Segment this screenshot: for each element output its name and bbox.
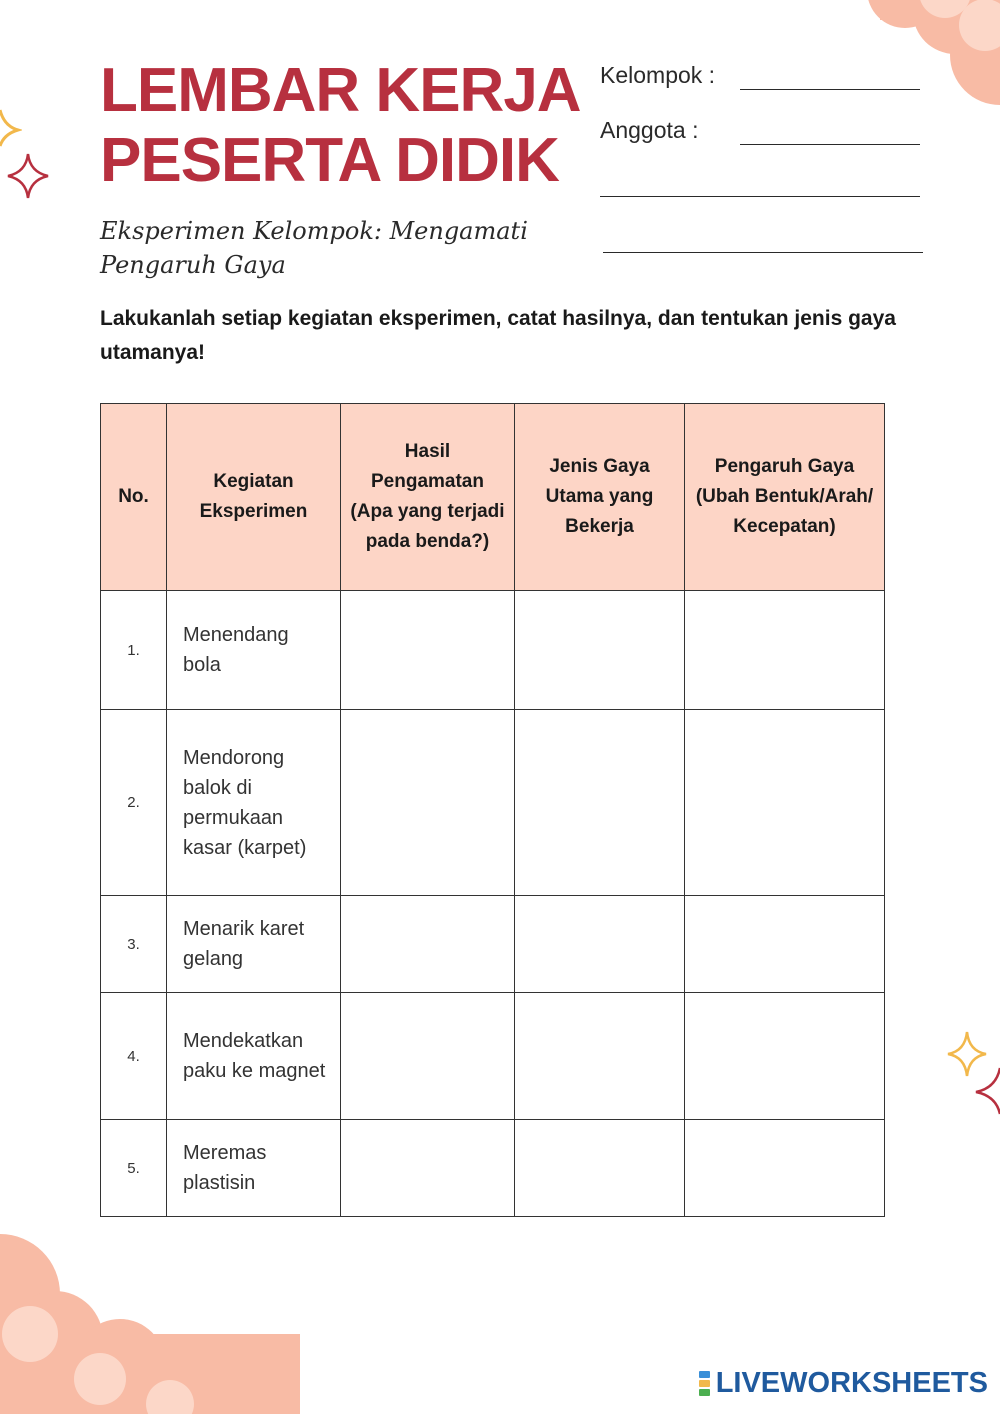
group-label: Kelompok : bbox=[600, 62, 716, 88]
header-effect: Pengaruh Gaya (Ubah Bentuk/Arah/ Kecepatan) bbox=[685, 404, 885, 591]
liveworksheets-logo-icon bbox=[699, 1371, 710, 1396]
header-activity: Kegiatan Eksperimen bbox=[167, 404, 341, 591]
table-row bbox=[101, 993, 885, 1120]
activity-cell: Menendang bola bbox=[167, 591, 341, 710]
activity-cell: Meremas plastisin bbox=[167, 1120, 341, 1217]
row-number: 3. bbox=[101, 896, 167, 993]
members-input-line-2[interactable] bbox=[600, 196, 920, 197]
sparkle-icon bbox=[974, 1066, 1000, 1116]
sparkle-icon bbox=[0, 108, 22, 148]
row-number: 5. bbox=[101, 1120, 167, 1217]
members-label: Anggota : bbox=[600, 117, 699, 143]
instruction-text: Lakukanlah setiap kegiatan eksperimen, catat hasilnya, dan tentukan jenis gaya utamanya! bbox=[100, 307, 896, 364]
members-input-line-1[interactable] bbox=[740, 144, 920, 145]
experiment-table bbox=[100, 403, 885, 1217]
observation-cell[interactable] bbox=[341, 1120, 515, 1217]
force-type-cell[interactable] bbox=[515, 993, 685, 1120]
observation-cell[interactable] bbox=[341, 896, 515, 993]
row-number: 2. bbox=[101, 710, 167, 896]
force-type-cell[interactable] bbox=[515, 1120, 685, 1217]
members-input-line-3[interactable] bbox=[603, 252, 923, 253]
row-number: 1. bbox=[101, 591, 167, 710]
table-header-row bbox=[101, 404, 885, 591]
force-type-cell[interactable] bbox=[515, 591, 685, 710]
table-row bbox=[101, 591, 885, 710]
table-row bbox=[101, 710, 885, 896]
observation-cell[interactable] bbox=[341, 993, 515, 1120]
effect-cell[interactable] bbox=[685, 1120, 885, 1217]
sparkle-icon bbox=[6, 152, 50, 200]
page-title bbox=[100, 56, 581, 196]
cloud-decoration-bottom-left bbox=[0, 1214, 330, 1414]
observation-cell[interactable] bbox=[341, 591, 515, 710]
liveworksheets-logo[interactable] bbox=[699, 1367, 988, 1400]
activity-cell: Mendekatkan paku ke magnet bbox=[167, 993, 341, 1120]
force-type-cell[interactable] bbox=[515, 710, 685, 896]
title-line-2: PESERTA DIDIK bbox=[100, 126, 559, 195]
activity-cell: Mendorong balok di permukaan kasar (karpet) bbox=[167, 710, 341, 896]
header-observation: Hasil Pengamatan (Apa yang terjadi pada benda?) bbox=[341, 404, 515, 591]
observation-cell[interactable] bbox=[341, 710, 515, 896]
force-type-cell[interactable] bbox=[515, 896, 685, 993]
activity-cell: Menarik karet gelang bbox=[167, 896, 341, 993]
brand-text: LIVEWORKSHEETS bbox=[715, 1367, 988, 1399]
table-row bbox=[101, 1120, 885, 1217]
row-number: 4. bbox=[101, 993, 167, 1120]
table-row bbox=[101, 896, 885, 993]
header-no: No. bbox=[101, 404, 167, 591]
title-line-1: LEMBAR KERJA bbox=[100, 56, 581, 125]
cloud-decoration-top-right bbox=[795, 0, 1000, 110]
effect-cell[interactable] bbox=[685, 896, 885, 993]
effect-cell[interactable] bbox=[685, 591, 885, 710]
effect-cell[interactable] bbox=[685, 710, 885, 896]
effect-cell[interactable] bbox=[685, 993, 885, 1120]
subtitle: Eksperimen Kelompok: Mengamati Pengaruh Gaya bbox=[100, 217, 528, 279]
header-force-type: Jenis Gaya Utama yang Bekerja bbox=[515, 404, 685, 591]
group-input-line[interactable] bbox=[740, 89, 920, 90]
